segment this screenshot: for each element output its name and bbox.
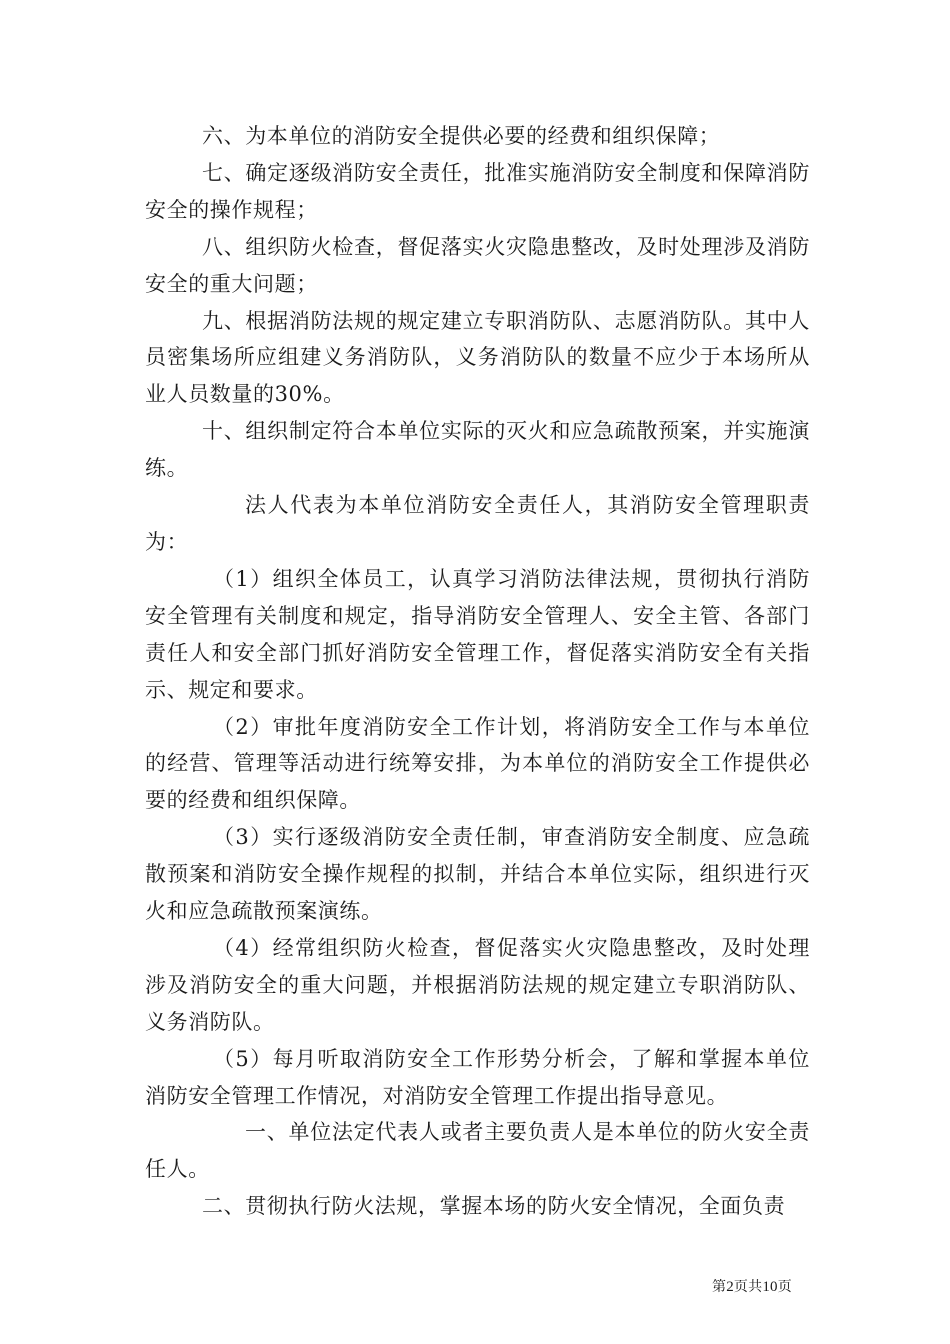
paragraph-legal-rep-duties: 法人代表为本单位消防安全责任人，其消防安全管理职责为： [145, 493, 810, 554]
paragraph-duty-1: （1）组织全体员工，认真学习消防法律法规，贯彻执行消防安全管理有关制度和规定，指导消防安全管理人、安全主管、各部门责任人和安全部门抓好消防安全管理工作，督促落实消防安全有关指示、规定和要求。 [145, 566, 810, 702]
paragraph-section-2: 二、贯彻执行防火法规，掌握本场的防火安全情况，全面负责 [202, 1194, 786, 1219]
paragraph-item-6: 六、为本单位的消防安全提供必要的经费和组织保障； [202, 124, 721, 148]
footer-suffix: 页 [777, 1279, 792, 1295]
paragraph-item-8: 八、组织防火检查，督促落实火灾隐患整改，及时处理涉及消防安全的重大问题； [145, 234, 810, 296]
footer-middle: 页共 [733, 1279, 763, 1295]
paragraph-section-1: 一、单位法定代表人或者主要负责人是本单位的防火安全责任人。 [145, 1120, 810, 1182]
paragraph-duty-2: （2）审批年度消防安全工作计划，将消防安全工作与本单位的经营、管理等活动进行统筹安排，为本单位的消防安全工作提供必要的经费和组织保障。 [145, 714, 810, 813]
footer-prefix: 第 [712, 1279, 727, 1295]
paragraph-item-9: 九、根据消防法规的规定建立专职消防队、志愿消防队。其中人员密集场所应组建义务消防队，义务消防队的数量不应少于本场所从业人员数量的30%。 [145, 308, 810, 407]
document-body [145, 118, 810, 1225]
paragraph-item-10: 十、组织制定符合本单位实际的灭火和应急疏散预案，并实施演练。 [145, 419, 810, 481]
paragraph-duty-5: （5）每月听取消防安全工作形势分析会，了解和掌握本单位消防安全管理工作情况，对消防安全管理工作提出指导意见。 [145, 1046, 810, 1108]
page-number-footer [712, 1276, 792, 1296]
paragraph-duty-4: （4）经常组织防火检查，督促落实火灾隐患整改，及时处理涉及消防安全的重大问题，并根据消防法规的规定建立专职消防队、义务消防队。 [145, 935, 810, 1034]
paragraph-item-7: 七、确定逐级消防安全责任，批准实施消防安全制度和保障消防安全的操作规程； [145, 160, 810, 222]
total-page-count: 10 [762, 1279, 778, 1295]
current-page-number: 2 [726, 1279, 734, 1295]
paragraph-duty-3: （3）实行逐级消防安全责任制，审查消防安全制度、应急疏散预案和消防安全操作规程的拟制，并结合本单位实际，组织进行灭火和应急疏散预案演练。 [145, 825, 810, 924]
